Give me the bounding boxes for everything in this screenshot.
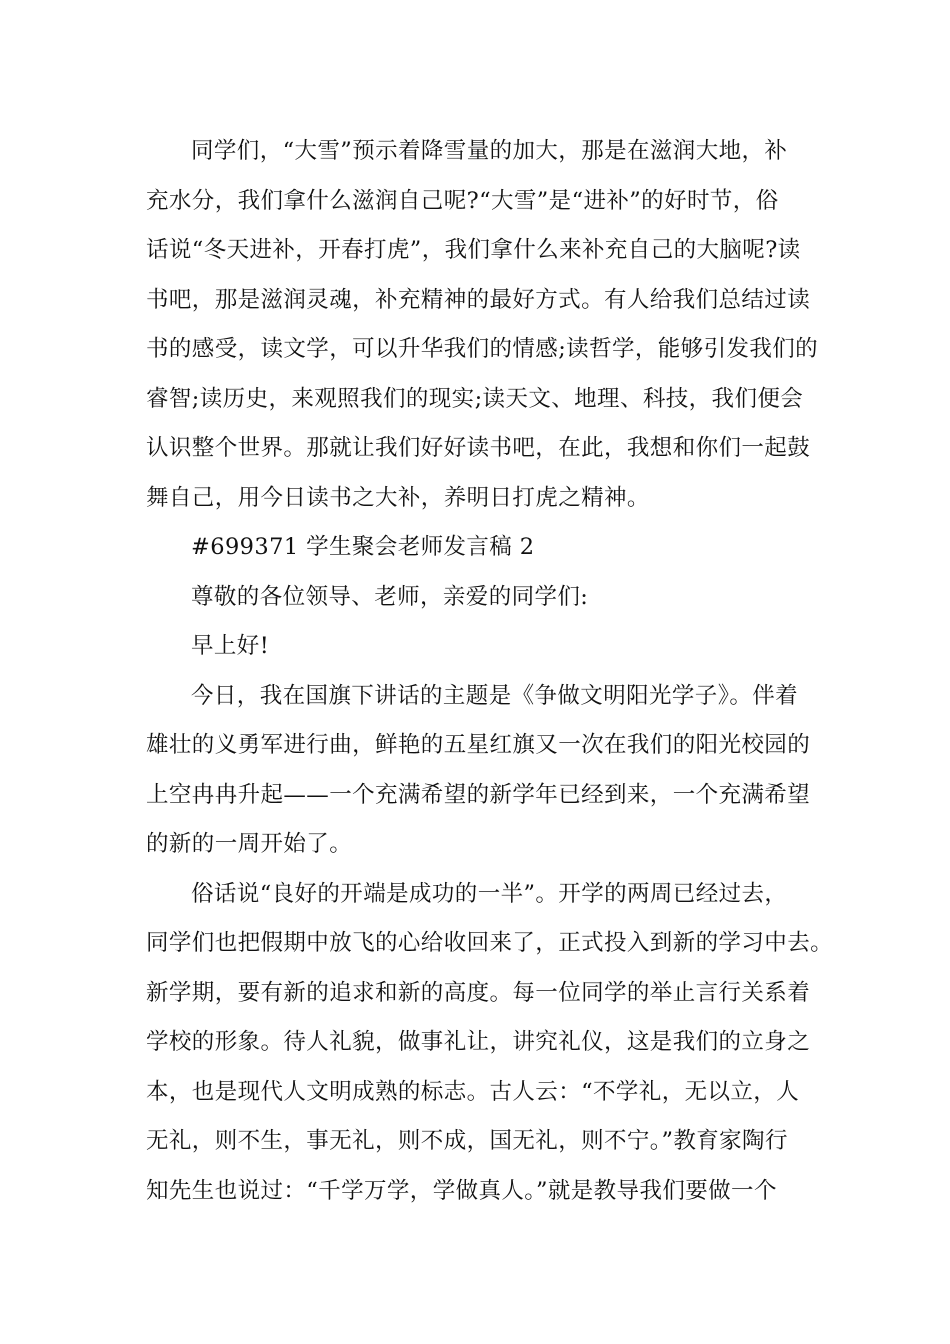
text-line: 话说“冬天进补，开春打虎”，我们拿什么来补充自己的大脑呢?读 (146, 237, 801, 263)
text-line: 的新的一周开始了。 (146, 831, 353, 857)
text-line: 知先生也说过：“千学万学，学做真人。”就是教导我们要做一个 (146, 1177, 777, 1204)
text-line: 书的感受，读文学，可以升华我们的情感;读哲学，能够引发我们的 (146, 336, 819, 362)
text-line: 充水分，我们拿什么滋润自己呢?“大雪”是“进补”的好时节，俗 (146, 187, 779, 214)
text-line: 睿智;读历史，来观照我们的现实;读天文、地理、科技，我们便会 (146, 385, 804, 412)
text-line: 认识整个世界。那就让我们好好读书吧，在此，我想和你们一起鼓 (146, 435, 811, 461)
text-line: 俗话说“良好的开端是成功的一半”。开学的两周已经过去， (191, 880, 788, 907)
section-heading: #699371 学生聚会老师发言稿 2 (191, 534, 535, 560)
text-line: 上空冉冉升起——一个充满希望的新学年已经到来，一个充满希望 (146, 781, 811, 808)
text-line: 书吧，那是滋润灵魂，补充精神的最好方式。有人给我们总结过读 (146, 286, 811, 313)
document-body (146, 127, 834, 1216)
text-line: 今日，我在国旗下讲话的主题是《争做文明阳光学子》。伴着 (191, 682, 799, 709)
salutation: 尊敬的各位领导、老师，亲爱的同学们: (191, 583, 589, 610)
text-line: 雄壮的义勇军进行曲，鲜艳的五星红旗又一次在我们的阳光校园的 (146, 732, 811, 758)
greeting: 早上好! (191, 633, 270, 659)
text-line: 本，也是现代人文明成熟的标志。古人云：“不学礼，无以立，人 (146, 1078, 800, 1105)
text-line: 新学期，要有新的追求和新的高度。每一位同学的举止言行关系着 (146, 979, 811, 1006)
text-line: 舞自己，用今日读书之大补，养明日打虎之精神。 (146, 484, 650, 511)
text-line: 学校的形象。待人礼貌，做事礼让，讲究礼仪，这是我们的立身之 (146, 1029, 811, 1055)
text-line: 同学们，“大雪”预示着降雪量的加大，那是在滋润大地，补 (191, 138, 788, 164)
text-line: 无礼，则不生，事无礼，则不成，国无礼，则不宁。”教育家陶行 (146, 1128, 788, 1154)
text-line: 同学们也把假期中放飞的心给收回来了，正式投入到新的学习中去。 (146, 930, 834, 956)
